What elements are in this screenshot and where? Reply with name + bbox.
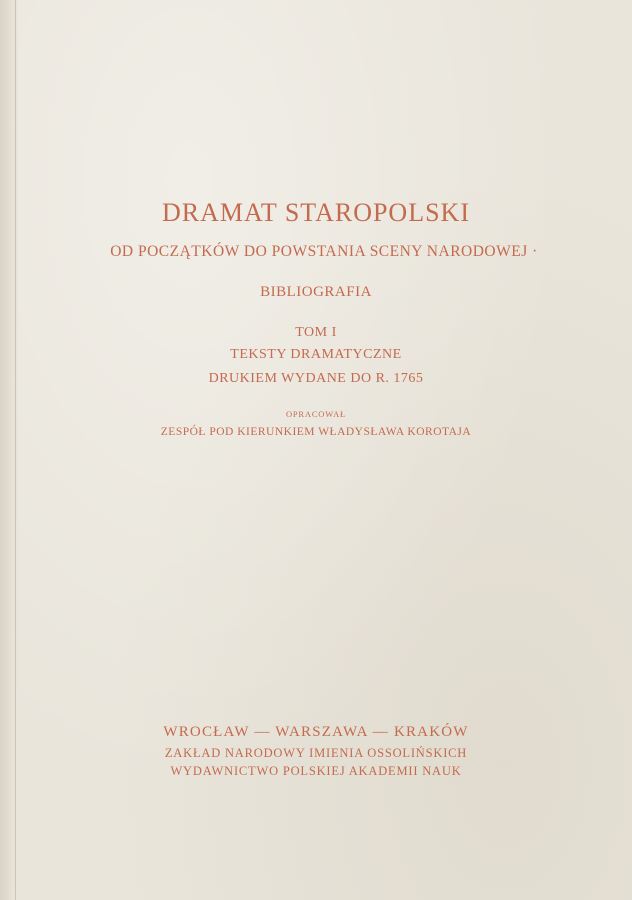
compiled-by-label: OPRACOWAŁ — [285, 409, 347, 419]
volume-number: TOM I — [295, 325, 337, 340]
publisher-line-2: WYDAWNICTWO POLSKIEJ AKADEMII NAUK — [170, 764, 462, 778]
volume-scope: DRUKIEM WYDANE DO R. 1765 — [208, 371, 424, 386]
cover-subtitle: OD POCZĄTKÓW DO POWSTANIA SCENY NARODOWEJ · — [110, 243, 538, 260]
cover-title: DRAMAT STAROPOLSKI — [162, 198, 470, 227]
publisher-line-1: ZAKŁAD NARODOWY IMIENIA OSSOLIŃSKICH — [164, 746, 468, 760]
bibliography-label: BIBLIOGRAFIA — [260, 284, 372, 300]
publication-cities: WROCŁAW — WARSZAWA — KRAKÓW — [163, 724, 469, 740]
volume-title: TEKSTY DRAMATYCZNE — [230, 347, 402, 362]
compiled-by: ZESPÓŁ POD KIERUNKIEM WŁADYSŁAWA KOROTAJA — [160, 426, 472, 438]
